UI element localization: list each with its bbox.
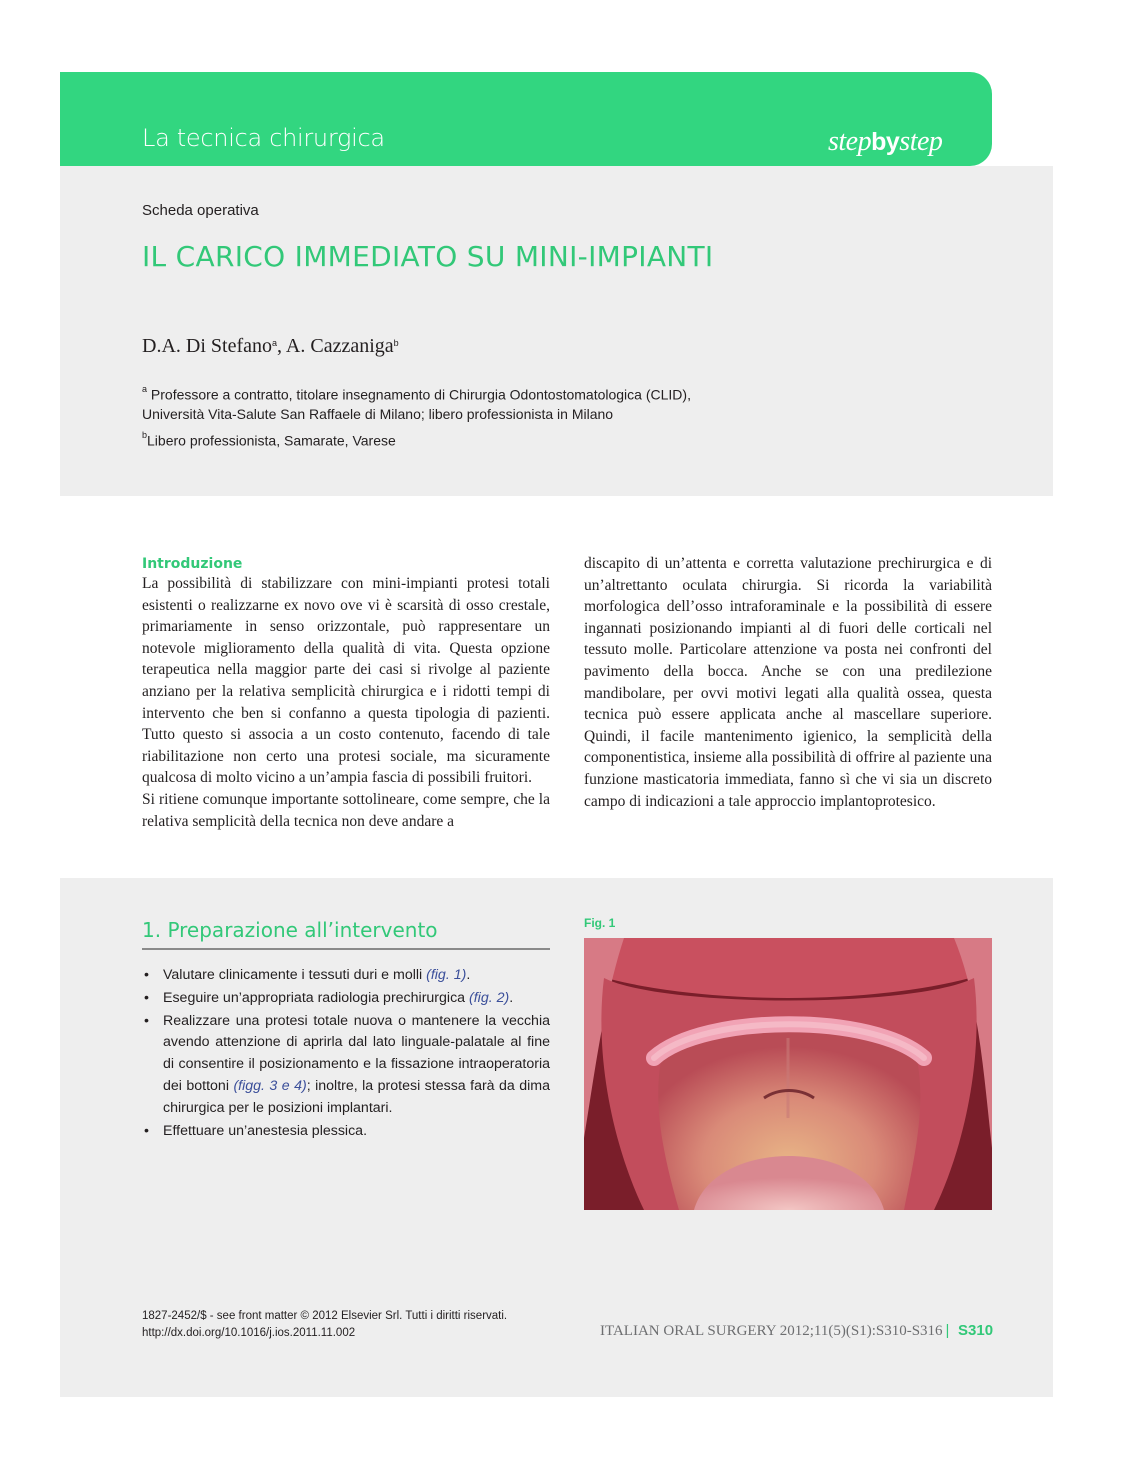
- doi-link[interactable]: http://dx.doi.org/10.1016/j.ios.2011.11.002: [142, 1327, 356, 1339]
- banner-title: La tecnica chirurgica: [142, 124, 385, 152]
- article-title: IL CARICO IMMEDIATO SU MINI-IMPIANTI: [142, 240, 714, 273]
- intro-left-column: [142, 555, 550, 832]
- intro-paragraph-2: Si ritiene comunque importante sottolineare, come sempre, che la relativa semplicità della tecnica non deve andare a: [142, 790, 550, 830]
- page-number: S310: [958, 1322, 994, 1339]
- section-label: Scheda operativa: [142, 202, 259, 219]
- list-item: • Valutare clinicamente i tessuti duri e molli (fig. 1).: [144, 967, 471, 983]
- step-list: [142, 965, 550, 1143]
- authors: D.A. Di Stefano$^a$, A. Cazzaniga$^b$: [142, 335, 399, 357]
- figure-reference[interactable]: (fig. 1): [426, 967, 467, 983]
- list-item: • Eseguire un’appropriata radiologia prechirurgica (fig. 2).: [144, 989, 514, 1006]
- list-item: • Realizzare una protesi totale nuova o mantenere la vecchia avendo attenzione di aprirla dal lato linguale-palatale al fine di consentire il posizionamento e la fissazione intraoperatoria dei bottoni (figg. 3 e 4); inoltre, la protesi stessa farà da dima chirurgica per le posizioni implantari.: [144, 1012, 551, 1116]
- stepbystep-logo: stepbystep: [828, 126, 943, 157]
- intro-paragraph-1: La possibilità di stabilizzare con mini-impianti protesi totali esistenti o realizzarne ex novo ove vi è scarsità di osso crestale, primariamente in senso orizzontale, può rappresentare un notevole miglioramento della qualità di vita. Questa opzione terapeutica nella maggior parte dei casi si rivolge al paziente anziano per la relativa semplicità chirurgica e i ridotti tempi di intervento che ben si confanno a questa tipologia di pazienti. Tutto questo si associa a un costo contenuto, facendo di tale riabilitazione non certo una protesi sociale, ma sicuramente qualcosa di molto vicino a un’ampia fascia di possibili fruitori.: [142, 575, 550, 787]
- journal-citation: ITALIAN ORAL SURGERY 2012;11(5)(S1):S310-S316 |: [600, 1322, 950, 1339]
- affiliation-b: $^b$Libero professionista, Samarate, Varese: [142, 430, 396, 449]
- author-1: D.A. Di Stefano: [142, 335, 272, 357]
- affiliation-a-cont: Università Vita-Salute San Raffaele di Milano; libero professionista in Milano: [142, 406, 614, 422]
- intro-heading: Introduzione: [142, 556, 243, 572]
- footer-copyright: 1827-2452/$ - see front matter © 2012 Elsevier Srl. Tutti i diritti riservati. http://dx.doi.org/10.1016/j.ios.2011.11.002: [142, 1308, 507, 1342]
- figure-label: Fig. 1: [584, 916, 616, 930]
- affiliation-a: $^a$ Professore a contratto, titolare insegnamento di Chirurgia Odontostomatologica (CLID),: [142, 384, 691, 403]
- list-item: • Effettuare un’anestesia plessica.: [144, 1122, 368, 1139]
- figure-reference[interactable]: (fig. 2): [469, 989, 510, 1006]
- figure-reference[interactable]: (figg. 3 e 4): [233, 1077, 307, 1094]
- intro-paragraph-3: discapito di un’attenta e corretta valutazione prechirurgica e di un’altrettanto oculata chirurgia. Si ricorda la variabilità morfologica dell’osso intraforaminale e la possibilità di essere ingannati posizionando impianti al di fuori delle corticali nel tessuto molle. Particolare attenzione va posta nei confronti del pavimento della bocca. Anche se con una predilezione mandibolare, per ovvi motivi legati alla qualità ossea, questa tecnica può essere applicata anche al mascellare superiore. Quindi, il facile mantenimento igienico, la semplicità della componentistica, insieme alla possibilità di offrire al paziente una funzione masticatoria immediata, fanno sì che vi sia un discreto campo di indicazioni a tale approccio implantoprotesico.: [584, 555, 992, 810]
- intro-right-column: [584, 553, 992, 812]
- author-2: A. Cazzaniga: [285, 335, 394, 357]
- oral-cavity-photo: [584, 938, 992, 1210]
- step-title: 1. Preparazione all’intervento: [142, 918, 550, 950]
